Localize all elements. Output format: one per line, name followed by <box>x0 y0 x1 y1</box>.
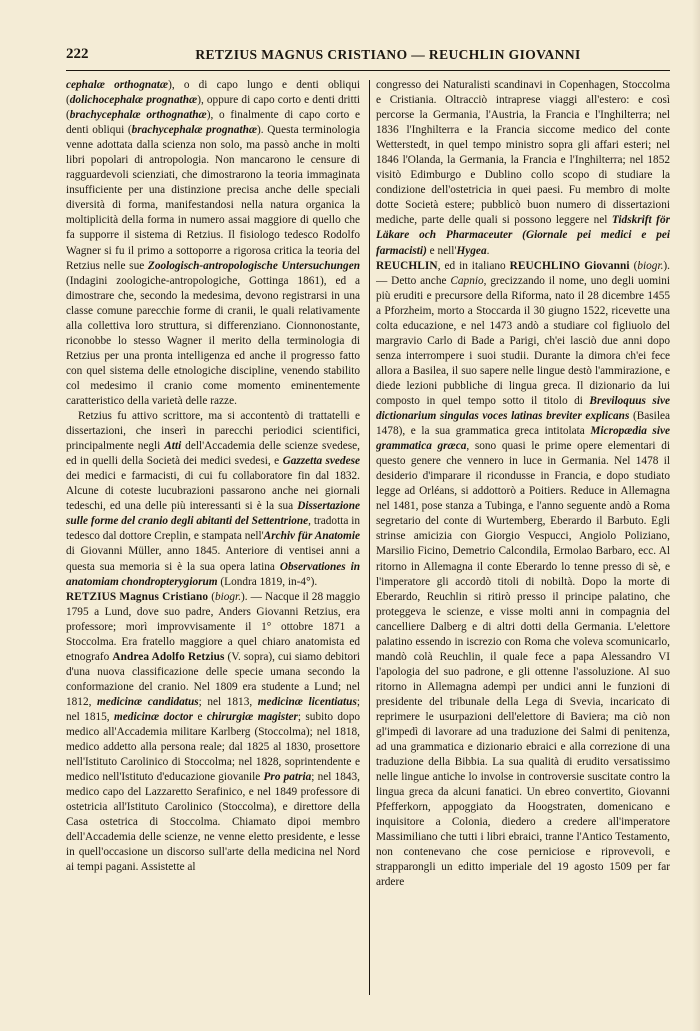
text-paragraph <box>66 409 360 590</box>
text-run: , ed in italiano <box>437 259 510 272</box>
text-run: (Londra 1819, in-4°). <box>217 575 318 588</box>
entry-headword: REUCHLIN <box>376 259 438 272</box>
page-header <box>66 44 670 71</box>
text-run: (Indagini zoologiche-antropologiche, Gottinga 1861), ed a dimostrare che, secondo la medesima, devono registrarsi in una classe comune parecchie forme di cranii, le quali relativamente alla collettiva loro struttura, si differenziano. Cionnonostante, riconobbe lo stesso Wagner il merito della terminologia di Retzius per una pronta intelligenza ed anche il progresso fatto con quel sistema delle etnologiche discipline, venendo stabilito col medesimo il cranio come momento eminentemente caratteristico della varietà delle razze. <box>66 274 360 407</box>
italic-title: Gazzetta svedese <box>282 455 360 468</box>
text-run: ( <box>629 259 638 272</box>
text-run: ), o finalmente di capo corto e denti obliqui ( <box>66 109 360 137</box>
text-run: ; nel 1843, medico capo del Lazzaretto Serafinico, e nel 1849 professore di ostetricia all'Istituto Carolinico (Stoccolma), e direttore della Casa ostetrica di Stoccolma. Chiamato dipoi membro dell'Accademia delle scienze, ne venne eletto presidente, e lesse in quell'occasione un discorso sull'arte della medicina nel Nord ai tempi pagani. Assistette al <box>66 771 360 874</box>
italic-title: brachycephalæ orthognathæ <box>69 109 207 122</box>
entry-headword: Andrea Adolfo Retzius <box>112 650 225 663</box>
text-run: congresso dei Naturalisti scandinavi in Copenhagen, Stoccolma e Cristiania. Oltracciò intraprese viaggi all'estero: e così percorse la Germania, l'Austria, la Francia e l'Inghilterra; nel 1836 l'Inghilterra e la Francia siccome medico del conte Wetterstedt, in quel tempo ministro sopra gli affari esteri; nel 1846 l'Olanda, la Germania, la Francia e l'Inghilterra; nel 1852 visitò Edimburgo e Dublino collo scopo di studiare la condizione dell'ostetricia in quei paesi. Fu membro di molte dotte Società estere; pubblicò buon numero di dissertazioni mediche, parte delle quali si possono leggere nel <box>376 79 670 227</box>
text-run: ; nel 1815, <box>66 695 360 723</box>
entry-headword: RETZIUS Magnus Cristiano <box>66 590 209 603</box>
page-number: 222 <box>66 46 89 62</box>
italic-title: Breviloquus sive dictionarium singulas voces latinas breviter explicans <box>376 394 670 423</box>
italic-title: Observationes in anatomiam chondropterygiorum <box>66 560 360 588</box>
entry-headword: REUCHLINO Giovanni <box>509 259 630 272</box>
scan-edge-shadow <box>692 0 700 1031</box>
text-run: dell'Accademia delle scienze svedese, ed in quelli della Società dei medici svedesi, e <box>66 440 360 468</box>
text-run: , tradotta in tedesco dal dottore Creplin, e stampata nell' <box>66 515 360 543</box>
italic-title: medicinæ candidatus <box>97 695 199 708</box>
encyclopedia-entry <box>66 590 360 876</box>
italic-title: Micropædia sive grammatica græca <box>376 425 670 453</box>
text-run: , grecizzando il nome, uno degli uomini più eruditi e precursore della Riforma, nato il 28 dicembre 1455 a Pforzheim, morto a Stoccarda il 30 giugno 1522, ricevette una colta educazione, e nel 1473 andò a studiare col figliuolo del margravio Carlo di Bade a Parigi, ch'ei lasciò due anni dopo senza interrompere i suoi studii. Durante la dimora ch'ei fece allora a Basilea, il suo sapere nelle lingue destò l'ammirazione, e diede lezioni pubbliche di lingua greca. Il dizionario da lui composto in quel tempo sotto il titolo di <box>376 274 670 407</box>
italic-title: Atti <box>164 440 182 453</box>
entry-tag: Capnio <box>450 274 484 287</box>
italic-title: Hygea <box>456 244 487 257</box>
italic-title: dolichocephalæ prognathæ <box>69 94 198 107</box>
text-run: , sono quasi le prime opere elementari di questo genere che vennero in luce in Germania. Nel 1478 il desiderio d'imparare il ricondusse in Francia, e dopo studiato legge ad Orléans, si addottorò a Poitiers. Reduce in Allemagna nel 1481, pose stanza a Tubinga, e l'anno seguente andò a Roma segretario del conte di Wurtemberg, Eberardo il Barbuto. Egli strinse amicizia con Giorgio Vespucci, Angiolo Poliziano, Marsilio Ficino, Demetrio Calcondila, Ermolao Barbaro, ecc. Al ritorno in Allemagna il conte Eberardo lo tenne presso di sè, e l'imperatore gli accordò titoli di nobiltà. Dopo la morte di Eberardo, Reuchlin si ritirò presso il principe palatino, che proteggeva le scienze, e visse molti anni in compagnia del cancelliere Dalberg e di altri dotti della Germania. L'elettore palatino essendo in iscrezio con Roma che voleva scomunicarlo, mandò colà Reuchlin, il quale fece a papa Alessandro VI l'apologia del suo padrone, e gli ottenne l'assoluzione. Al suo ritorno in Allemagna adempì per undici anni le funzioni di presidente del tribunale della Lega di Svevia, incaricato di reprimere le usurpazioni dell'elettore di Baviera; ma ciò non gl'impedì di lavorare ad una traduzione dei Salmi di penitenza, ad una grammatica e dizionario ebraici e alla correzione di una traduzione della Bibbia. La sua qualità di erudito versatissimo nelle lingue antiche lo involse in controversie suscitate contro la lingua greca da alcuni fanatici. Un ebreo convertito, Giovanni Pfefferkorn, appoggiato da Hoogstraten, domenicano e inquisitore a Colonia, diedero a credere all'imperatore Massimiliano che tutti i libri ebraici, tranne l'Antico Testamento, non contenevano che cose perniciose e riprovevoli, e strapparongli un editto imperiale del 19 agosto 1509 per far ardere <box>376 440 670 889</box>
text-run: ( <box>208 590 215 603</box>
italic-title: medicinæ doctor <box>114 710 194 723</box>
italic-title: cephalæ orthognatæ <box>66 79 169 91</box>
running-head: RETZIUS MAGNUS CRISTIANO — REUCHLIN GIOVANNI <box>195 47 581 62</box>
text-run: dei medici e farmacisti, di cui fu collaboratore fin dal 1832. Alcune di coteste lucubrazioni passarono anche nei giornali tedeschi, ed una delle più interessanti si è la sua <box>66 470 360 513</box>
text-run: ), o di capo lungo e denti obliqui ( <box>66 79 360 107</box>
text-run: e <box>193 710 207 723</box>
text-run: ; subito dopo medico all'Accademia militare Karlberg (Stoccolma); nel 1818, medico addetto alla persona reale; dal 1825 al 1830, prosettore nell'Istituto Carolinico di Stoccolma; nel 1828, soprintendente e medico nell'Istituto d'educazione giovanile <box>66 710 360 784</box>
italic-title: Zoologisch-antropologische Untersuchungen <box>147 259 360 272</box>
text-run: (V. sopra), cui siamo debitori d'una nuova classificazione delle specie umana secondo la conformazione del cranio. Nel 1809 era studente a Lund; nel 1812, <box>66 650 360 708</box>
italic-title: medicinæ licentiatus <box>257 695 357 708</box>
italic-title: chirurgiæ magister <box>206 710 298 723</box>
text-run: ). — Detto anche <box>376 259 670 287</box>
left-text-column <box>66 78 360 998</box>
italic-title: Dissertazione sulle forme del cranio degli abitanti del Settentrione <box>66 500 360 528</box>
column-divider <box>369 80 370 995</box>
italic-title: Tidskrift för Läkare och Pharmaceuter (Giornale pei medici e pei farmacisti) <box>376 214 670 257</box>
text-run: di Giovanni Müller, anno 1845. Anteriore di ventisei anni a questa sua memoria si è la sua opera latina <box>66 545 360 573</box>
italic-title: Archiv für Anatomie <box>263 530 360 543</box>
text-run: e nell' <box>426 244 457 257</box>
entry-tag: biogr. <box>214 590 242 603</box>
right-text-column <box>376 78 670 998</box>
text-paragraph <box>376 78 670 259</box>
encyclopedia-entry <box>376 259 670 891</box>
text-run: ). — Nacque il 28 maggio 1795 a Lund, dove suo padre, Anders Giovanni Retzius, era professore; morì improvvisamente il 1° ottobre 1871 a Stoccolma. Era fratello maggiore a quel chiaro anatomista ed etnografo <box>66 590 360 663</box>
text-run: . <box>486 244 490 257</box>
italic-title: brachycephalæ prognathæ <box>131 124 258 137</box>
text-run: (Basilea 1478), e la sua grammatica greca intitolata <box>376 410 670 438</box>
text-run: Retzius fu attivo scrittore, ma si accontentò di trattatelli e dissertazioni, che inserì in parecchi periodici scientifici, principalmente negli <box>66 410 360 453</box>
text-paragraph <box>66 78 360 409</box>
text-run: ; nel 1813, <box>198 695 258 708</box>
text-run: ). Questa terminologia venne adottata dalla scienza non solo, ma passò anche in molti libri popolari di antropologia. Non mancarono le censure di ragguardevoli scienziati, che dimostrarono la teoria immaginata insufficiente per una distinzione precisa anche delle speciali diversità di forma, manifestandosi nella natura organica la moltiplicità della forma in numero assai maggiore di quello che fa supporre il sistema di Retzius. Il fisiologo tedesco Rodolfo Wagner si fu il primo a sottoporre a rigorosa critica la teoria del Retzius nelle sue <box>66 124 360 272</box>
entry-tag: biogr. <box>637 259 664 272</box>
text-run: ), oppure di capo corto e denti dritti ( <box>66 94 360 122</box>
italic-title: Pro patria <box>263 771 312 784</box>
